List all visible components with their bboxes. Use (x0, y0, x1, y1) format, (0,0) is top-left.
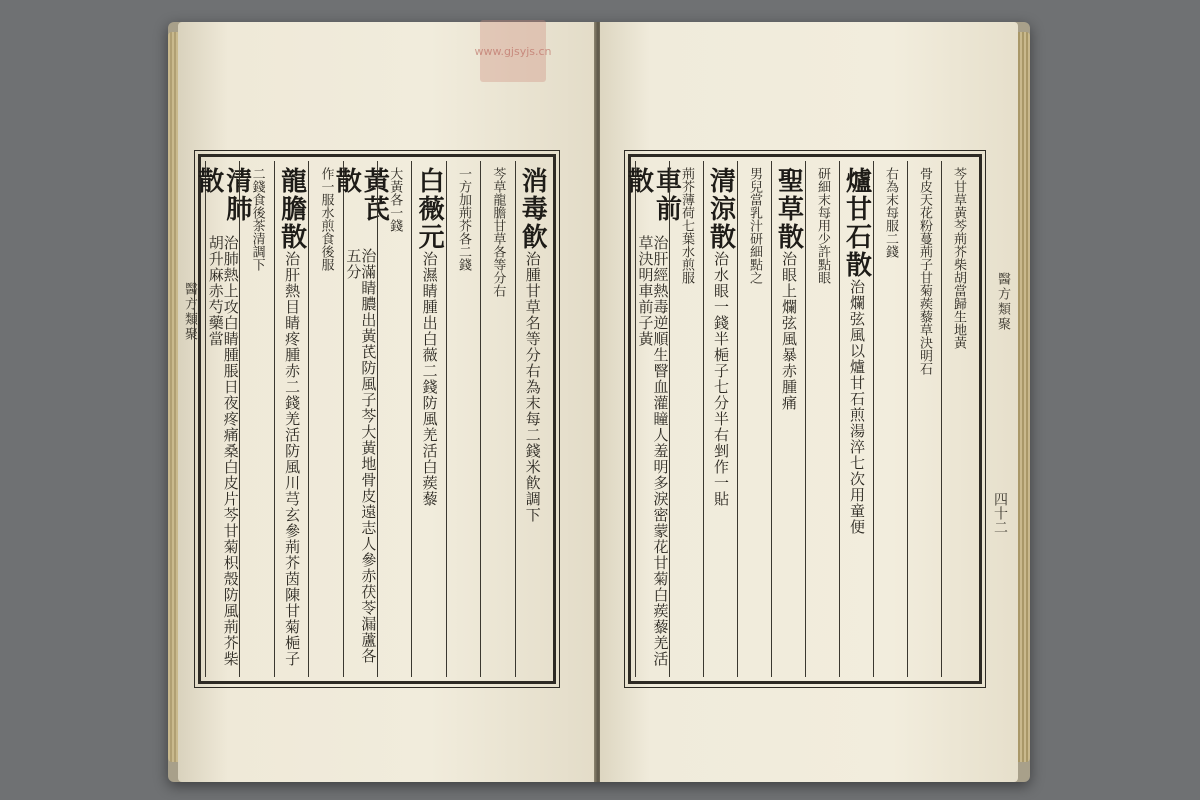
left-page-column (193, 161, 252, 677)
column-text: 大黃各一錢 (387, 167, 403, 232)
column-heading: 車前散 (623, 167, 682, 223)
right-page-column (839, 161, 873, 677)
column-text: 作一服水煎食後服 (318, 167, 334, 271)
right-page-column (873, 161, 907, 677)
book-edge-right (1016, 32, 1030, 762)
column-heading: 消毒飮 (517, 167, 548, 251)
column-heading: 白薇元 (414, 167, 445, 251)
right-text-frame (623, 154, 982, 684)
left-columns (193, 161, 549, 677)
column-heading: 清涼散 (705, 167, 736, 251)
column-text: 二錢食後茶清調下 (249, 167, 265, 271)
column-text: 芩草龍膽甘草各等分右 (490, 167, 506, 297)
column-text: 治肺熱上攻白睛腫脹日夜疼痛桑白皮片芩甘菊枳殼防風荊芥柴胡升麻赤芍藥當 (206, 235, 240, 668)
column-heading: 龍膽散 (276, 167, 307, 251)
left-page-column (239, 161, 273, 677)
left-side-title: 醫方類聚 (182, 282, 197, 342)
right-page-column (669, 161, 703, 677)
left-page-column (446, 161, 480, 677)
column-text: 治肝熱目睛疼腫赤二錢羌活防風川芎玄參荊芥茵陳甘菊梔子 (283, 251, 302, 667)
right-page-column (737, 161, 771, 677)
column-text: 治滿睛膿出黃芪防風子芩大黃地骨皮遠志人參赤茯苓漏蘆各五分 (344, 247, 378, 664)
left-page-column (411, 161, 445, 677)
right-page-column (703, 161, 737, 677)
left-page-column (274, 161, 308, 677)
column-text: 芩甘草黃芩荊芥柴胡當歸生地黃 (951, 167, 966, 349)
right-page-column (805, 161, 839, 677)
left-page (178, 22, 596, 782)
column-text: 骨皮天花粉蔓荊子甘菊蒺藜草決明石 (917, 167, 932, 375)
open-book (168, 22, 1030, 782)
left-text-frame (193, 154, 556, 684)
left-page-column (331, 161, 390, 677)
left-page-column (377, 161, 411, 677)
column-heading: 清肺散 (193, 167, 252, 223)
watermark-stamp: www.gjsyjs.cn (480, 20, 546, 82)
column-text: 荊芥薄荷七葉水煎服 (679, 167, 694, 284)
column-text: 治水眼一錢半梔子七分半右剉作一貼 (712, 251, 730, 507)
right-page-column (623, 161, 682, 677)
column-text: 一方加荊芥各二錢 (456, 167, 472, 271)
column-text: 右為末每服二錢 (883, 167, 898, 258)
column-heading: 黃芪散 (331, 167, 390, 223)
column-text: 治肝經熱毒逆順生瞖血灌瞳人羞明多淚密蒙花甘菊白蒺藜羌活草決明車前子黃 (636, 235, 670, 668)
right-page-column (907, 161, 941, 677)
column-text: 治腫甘草名等分右為末每二錢米飮調下 (523, 251, 542, 523)
page-number: 四十二 (992, 492, 1008, 534)
left-page-column (515, 161, 549, 677)
column-heading: 聖草散 (773, 167, 804, 251)
right-side-title: 醫方類聚 (995, 272, 1010, 332)
right-page-column (771, 161, 805, 677)
column-heading: 爐甘石散 (841, 167, 872, 279)
right-page-column (941, 161, 975, 677)
column-text: 研細末每用少許點眼 (815, 167, 830, 284)
column-text: 治爛弦風以爐甘石煎湯淬七次用童便 (848, 279, 866, 535)
column-text: 男兒當乳汁研細點之 (747, 167, 762, 284)
left-page-column (480, 161, 514, 677)
right-columns (623, 161, 975, 677)
column-text: 治眼上爛弦風暴赤腫痛 (780, 251, 798, 411)
column-text: 治濕睛腫出白薇二錢防風羌活白蒺藜 (420, 251, 439, 507)
